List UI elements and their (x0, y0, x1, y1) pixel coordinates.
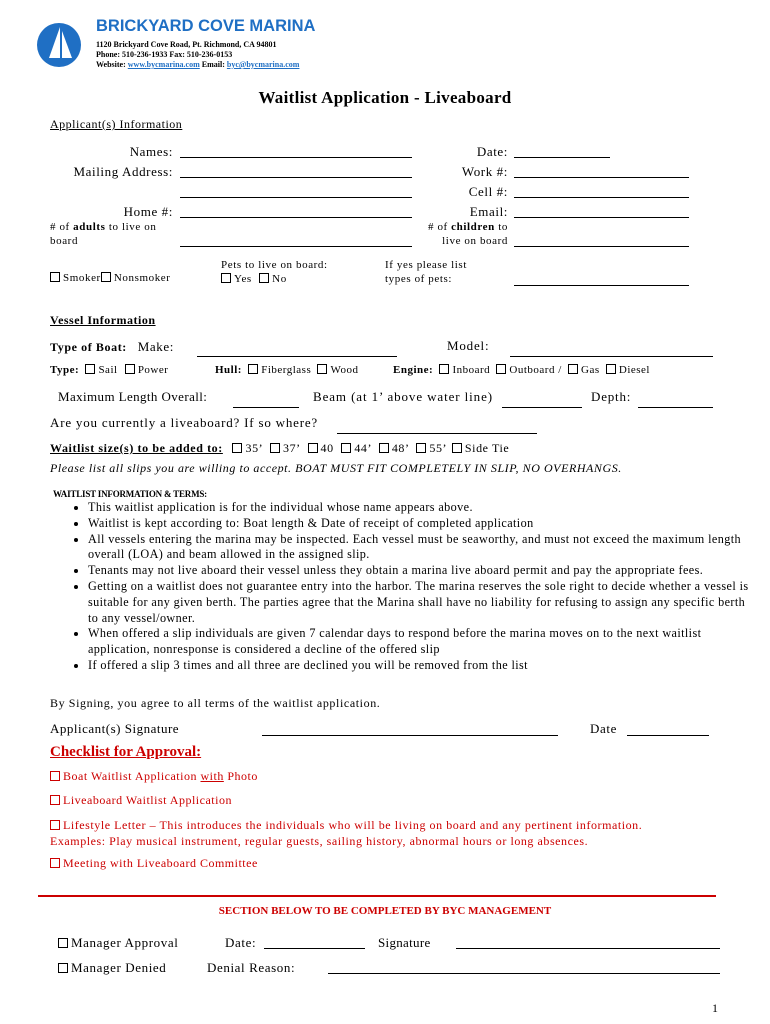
hull-options: Hull: Fiberglass Wood (215, 364, 359, 376)
manager-denied-checkbox[interactable] (58, 963, 68, 973)
management-divider (38, 895, 716, 897)
email-link[interactable]: byc@bycmarina.com (226, 60, 300, 69)
vessel-section-heading: Vessel Information (50, 313, 156, 327)
agree-statement: By Signing, you agree to all terms of the waitlist application. (50, 696, 381, 710)
beam-label: Beam (at 1’ above water line) (313, 389, 493, 404)
work-field[interactable] (514, 177, 689, 178)
size-48-checkbox[interactable] (379, 443, 389, 453)
cell-field[interactable] (514, 197, 689, 198)
manager-approval: Manager Approval (58, 935, 178, 951)
smoker-checkbox[interactable] (50, 272, 60, 282)
liveaboard-field[interactable] (337, 433, 537, 434)
names-label: Names: (129, 144, 173, 159)
marina-address: 1120 Brickyard Cove Road, Pt. Richmond, CA 94801 (96, 40, 277, 49)
checklist-checkbox[interactable] (50, 795, 60, 805)
date-label: Date: (476, 144, 508, 159)
sail-checkbox[interactable] (85, 364, 95, 374)
checklist-heading: Checklist for Approval: (50, 744, 202, 760)
list-item: • Getting on a waitlist does not guarantee entry into the harbor. The marina reserves the sole right to decide whether a vessel is suitable for any given berth. The parties agree that the Marina shall have no liability for refusing to assign any specific berth to any vessel/owner. (88, 579, 758, 626)
checklist-item-photo: Boat Waitlist Application with Photo (50, 769, 258, 784)
list-item: • Waitlist is kept according to: Boat length & Date of receipt of completed application (88, 516, 758, 532)
page-title: Waitlist Application - Liveaboard (258, 88, 512, 107)
adults-field[interactable] (180, 246, 412, 247)
cell-label: Cell #: (468, 184, 508, 199)
management-heading: SECTION BELOW TO BE COMPLETED BY BYC MANAGEMENT (218, 905, 552, 917)
size-37-checkbox[interactable] (270, 443, 280, 453)
date-field[interactable] (514, 157, 610, 158)
management-signature-label: Signature (378, 935, 431, 950)
checklist-item-letter: Lifestyle Letter – This introduces the individuals who will be living on board and any pertinent information. Examples: Play musical instrument, regular guests, sailing history, abnormal hours or long absences. (50, 818, 643, 848)
page-number: 1 (712, 1001, 718, 1015)
make-field[interactable] (197, 356, 397, 357)
children-label: # of children to live on board (428, 221, 508, 247)
logo (36, 22, 82, 68)
email-field[interactable] (514, 217, 689, 218)
home-label: Home #: (123, 204, 173, 219)
pet-types-label: If yes please list types of pets: (385, 259, 467, 285)
pets-yes-checkbox[interactable] (221, 273, 231, 283)
home-field[interactable] (180, 217, 412, 218)
diesel-checkbox[interactable] (606, 364, 616, 374)
mailing-field-2[interactable] (180, 197, 412, 198)
size-40-checkbox[interactable] (308, 443, 318, 453)
mailing-label: Mailing Address: (73, 164, 173, 179)
nonsmoker-checkbox[interactable] (101, 272, 111, 282)
loa-label: Maximum Length Overall: (58, 389, 208, 404)
terms-heading: WAITLIST INFORMATION & TERMS: (53, 489, 207, 499)
boat-type-options: Type: Sail Power (50, 364, 169, 376)
list-item: • When offered a slip individuals are given 7 calendar days to respond before the marina moves on to the next waitlist application, nonresponse is considered a decline of the offered slip (88, 626, 758, 658)
outboard-checkbox[interactable] (496, 364, 506, 374)
marina-phone-fax: Phone: 510-236-1933 Fax: 510-236-0153 (96, 50, 233, 59)
work-label: Work #: (461, 164, 508, 179)
gas-checkbox[interactable] (568, 364, 578, 374)
marina-name: BRICKYARD COVE MARINA (96, 17, 316, 35)
beam-field[interactable] (502, 407, 582, 408)
checklist-checkbox[interactable] (50, 858, 60, 868)
management-signature-field[interactable] (456, 948, 720, 949)
denial-reason-label: Denial Reason: (207, 960, 296, 975)
fiberglass-checkbox[interactable] (248, 364, 258, 374)
signature-date-field[interactable] (627, 735, 709, 736)
list-item: • If offered a slip 3 times and all three are declined you will be removed from the list (88, 658, 758, 674)
depth-field[interactable] (638, 407, 713, 408)
waitlist-sizes: Waitlist size(s) to be added to: 35’ 37’ 40 44’ 48’ 55’ Side Tie (50, 441, 510, 455)
applicant-section-heading: Applicant(s) Information (50, 117, 183, 131)
signature-field[interactable] (262, 735, 558, 736)
model-field[interactable] (510, 356, 713, 357)
pets-question: Pets to live on board: Yes No (221, 259, 328, 285)
list-item: • This waitlist application is for the individual whose name appears above. (88, 500, 758, 516)
size-35-checkbox[interactable] (232, 443, 242, 453)
type-of-boat-label: Type of Boat: Make: (50, 339, 174, 354)
smoker-options: Smoker Nonsmoker (50, 272, 171, 284)
size-55-checkbox[interactable] (416, 443, 426, 453)
mailing-field-1[interactable] (180, 177, 412, 178)
depth-label: Depth: (591, 389, 632, 404)
size-44-checkbox[interactable] (341, 443, 351, 453)
pet-types-field[interactable] (514, 285, 689, 286)
children-field[interactable] (514, 246, 689, 247)
management-date-field[interactable] (264, 948, 365, 949)
wood-checkbox[interactable] (317, 364, 327, 374)
list-item: • Tenants may not live aboard their vessel unless they obtain a marina live aboard permit and pay the appropriate fees. (88, 563, 758, 579)
side-tie-checkbox[interactable] (452, 443, 462, 453)
manager-approval-checkbox[interactable] (58, 938, 68, 948)
liveaboard-question: Are you currently a liveaboard? If so where? (50, 415, 319, 430)
inboard-checkbox[interactable] (439, 364, 449, 374)
checklist-item-meeting: Meeting with Liveaboard Committee (50, 856, 258, 871)
denial-reason-field[interactable] (328, 973, 720, 974)
signature-label: Applicant(s) Signature (50, 721, 180, 736)
signature-date-label: Date (590, 721, 617, 736)
checklist-item-application: Liveaboard Waitlist Application (50, 793, 232, 808)
email-label: Email: (469, 204, 508, 219)
sailboat-logo-icon (36, 22, 82, 68)
manager-denied: Manager Denied (58, 960, 166, 976)
checklist-checkbox[interactable] (50, 771, 60, 781)
marina-contact: Website: www.bycmarina.com Email: byc@bycmarina.com (96, 60, 300, 69)
terms-list (58, 500, 758, 674)
website-link[interactable]: www.bycmarina.com (127, 60, 200, 69)
management-date-label: Date: (225, 935, 257, 950)
pets-no-checkbox[interactable] (259, 273, 269, 283)
power-checkbox[interactable] (125, 364, 135, 374)
list-item: • All vessels entering the marina may be inspected. Each vessel must be seaworthy, and must not exceed the maximum length overall (LOA) and beam allowed in the assigned slip. (88, 532, 758, 564)
engine-options: Engine: Inboard Outboard / Gas Diesel (393, 364, 650, 376)
adults-label: # of adults to live on board (50, 221, 157, 247)
loa-field[interactable] (233, 407, 299, 408)
model-label: Model: (447, 338, 490, 353)
checklist-checkbox[interactable] (50, 820, 60, 830)
names-field[interactable] (180, 157, 412, 158)
waitlist-note: Please list all slips you are willing to accept. BOAT MUST FIT COMPLETELY IN SLIP, NO OVERHANGS. (50, 461, 622, 475)
